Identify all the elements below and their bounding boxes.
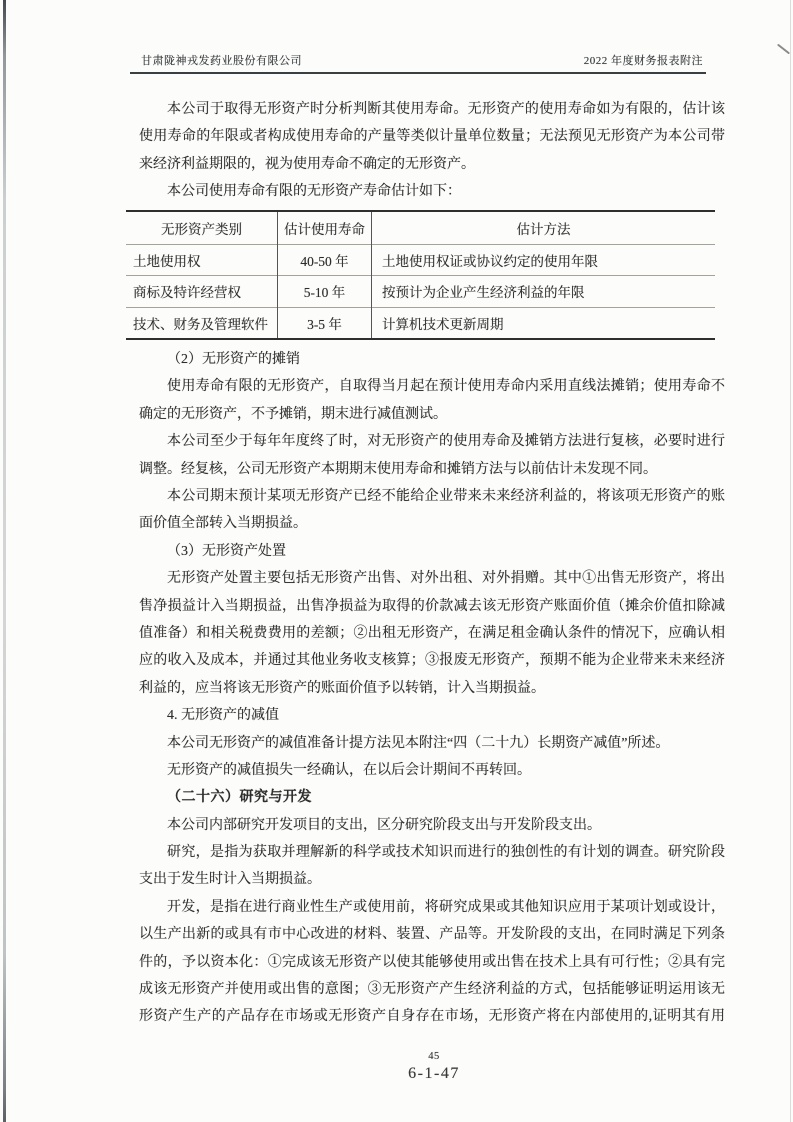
text-line: 件的，予以资本化：①完成该无形资产以使其能够使用或出售在技术上具有可行性；②具有完	[139, 954, 725, 970]
report-title: 2022 年度财务报表附注	[583, 55, 703, 67]
column-header: 估计方法	[516, 221, 571, 237]
text-line: 应的收入及成本，并通过其他业务收支核算；③报废无形资产，预期不能为企业带来未来经济	[139, 653, 725, 669]
text-line: 本公司使用寿命有限的无形资产寿命估计如下：	[167, 184, 461, 200]
text-line: （3）无形资产处置	[167, 543, 286, 559]
text-line: 面价值全部转入当期损益。	[139, 516, 307, 532]
table-cell: 5-10 年	[278, 276, 372, 308]
scan-mark-artifact	[777, 44, 790, 55]
text-line: 调整。经复核，公司无形资产本期期末使用寿命和摊销方法与以前估计未发现不同。	[139, 461, 657, 477]
company-name: 甘肃陇神戎发药业股份有限公司	[141, 55, 302, 67]
table-cell: 技术、财务及管理软件	[126, 307, 278, 339]
scan-edge-right-artifact	[790, 0, 791, 1122]
text-line: 本公司期末预计某项无形资产已经不能给企业带来未来经济利益的，将该项无形资产的账	[167, 489, 725, 505]
document-header	[141, 52, 703, 68]
text-line: 本公司至少于每年年度终了时，对无形资产的使用寿命及摊销方法进行复核，必要时进行	[167, 434, 725, 450]
table-cell: 土地使用权证或协议约定的使用年限	[382, 253, 598, 269]
scan-edge-left-artifact	[3, 0, 6, 1122]
text-line: 值准备）和相关税费费用的差额；②出租无形资产，在满足租金确认条件的情况下，应确认相	[139, 625, 725, 641]
table-row	[126, 307, 715, 339]
document-footer	[139, 1051, 729, 1083]
table-cell: 3-5 年	[278, 307, 372, 339]
column-header: 无形资产类别	[126, 211, 278, 245]
text-line: 本公司于取得无形资产时分析判断其使用寿命。无形资产的使用寿命如为有限的，估计该	[167, 102, 725, 117]
table-cell: 40-50 年	[278, 244, 372, 276]
header-rule	[130, 72, 706, 74]
text-line: 来经济利益期限的，视为使用寿命不确定的无形资产。	[139, 156, 475, 172]
text-line: 使用寿命有限的无形资产，自取得当月起在预计使用寿命内采用直线法摊销；使用寿命不	[167, 379, 725, 395]
intangible-assets-lifespan-table	[126, 210, 715, 341]
text-line: 售净损益计入当期损益，出售净损益为取得的价款减去该无形资产账面价值（摊余价值扣除减	[139, 598, 725, 614]
page-number: 45	[428, 1051, 440, 1062]
document-body	[133, 96, 725, 1031]
text-line: 4. 无形资产的减值	[167, 708, 279, 724]
table-row	[126, 244, 715, 276]
text-line: 以生产出新的或具有市中心改进的材料、装置、产品等。开发阶段的支出，在同时满足下列条	[139, 927, 725, 943]
text-line: 形资产生产的产品存在市场或无形资产自身存在市场，无形资产将在内部使用的,证明其有用	[139, 1009, 725, 1025]
text-line: 支出于发生时计入当期损益。	[139, 872, 321, 888]
text-line: 本公司内部研究开发项目的支出，区分研究阶段支出与开发阶段支出。	[167, 817, 601, 833]
table-cell: 按预计为企业产生经济利益的年限	[382, 285, 585, 301]
doc-page-code: 6-1-47	[408, 1065, 460, 1082]
text-line: 使用寿命的年限或者构成使用寿命的产量等类似计量单位数量；无法预见无形资产为本公司带	[139, 129, 725, 145]
text-line: 成该无形资产并使用或出售的意图；③无形资产产生经济利益的方式，包括能够证明运用该无	[139, 982, 725, 998]
text-line: 利益的，应当将该无形资产的账面价值予以转销，计入当期损益。	[139, 680, 545, 696]
column-header: 估计使用寿命	[278, 211, 372, 245]
text-line: 研究，是指为获取并理解新的科学或技术知识而进行的独创性的有计划的调查。研究阶段	[167, 845, 725, 861]
table-row	[126, 276, 715, 308]
table-cell: 计算机技术更新周期	[382, 316, 504, 332]
table-header-row	[126, 211, 715, 245]
text-line: 确定的无形资产，不予摊销，期末进行减值测试。	[139, 406, 447, 422]
text-line: 本公司无形资产的减值准备计提方法见本附注“四（二十九）长期资产减值”所述。	[167, 735, 670, 751]
table-cell: 土地使用权	[126, 244, 278, 276]
text-line: 无形资产的减值损失一经确认，在以后会计期间不再转回。	[167, 762, 531, 778]
text-line: 开发，是指在进行商业性生产或使用前，将研究成果或其他知识应用于某项计划或设计，	[167, 899, 725, 915]
section-heading: （二十六）研究与开发	[167, 790, 312, 806]
table-cell: 商标及特许经营权	[126, 276, 278, 308]
text-line: 无形资产处置主要包括无形资产出售、对外出租、对外捐赠。其中①出售无形资产，将出	[167, 571, 725, 587]
text-line: （2）无形资产的摊销	[167, 352, 300, 368]
